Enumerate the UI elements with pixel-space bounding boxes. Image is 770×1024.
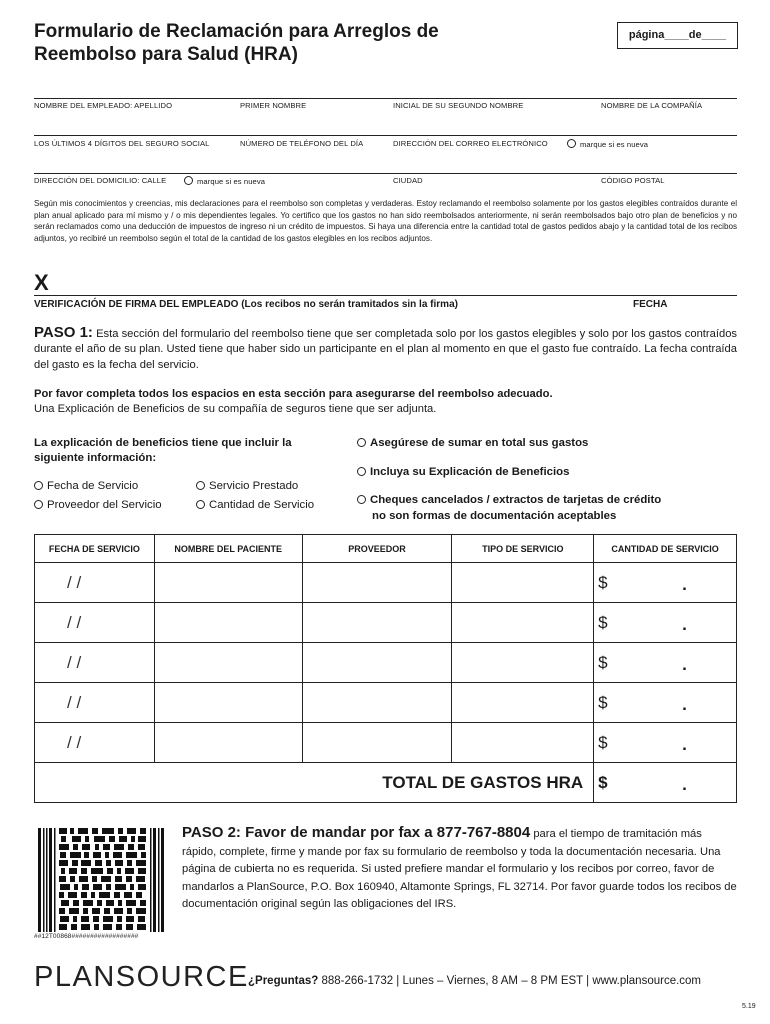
field-zip-label: CÓDIGO POSTAL — [601, 176, 665, 185]
patient-cell[interactable] — [154, 643, 302, 683]
reminder-sum[interactable] — [357, 436, 588, 451]
total-amount-cell[interactable] — [594, 763, 737, 803]
patient-cell[interactable] — [154, 603, 302, 643]
step2-section — [182, 824, 737, 914]
field-street-label: DIRECCIÓN DEL DOMICILIO: CALLE — [34, 176, 167, 185]
contact-info: 888-266-1732 | Lunes – Viernes, 8 AM – 8 PM EST | www.plansource.com — [321, 975, 702, 987]
form-title — [34, 20, 504, 66]
eob-item-date-label: Fecha de Servicio — [47, 480, 139, 492]
field-middle-initial-label: INICIAL DE SU SEGUNDO NOMBRE — [393, 101, 524, 110]
signature-line[interactable] — [34, 295, 737, 296]
total-row — [35, 763, 737, 803]
radio-circle-icon[interactable] — [34, 500, 43, 509]
radio-circle-icon[interactable] — [196, 481, 205, 490]
field-ssn-label: LOS ÚLTIMOS 4 DÍGITOS DEL SEGURO SOCIAL — [34, 139, 210, 148]
plansource-logo: PLANSOURCE — [34, 961, 249, 993]
table-row — [35, 603, 737, 643]
eob-item-date[interactable] — [34, 479, 138, 494]
date-cell[interactable]: / / — [35, 643, 155, 683]
barcode-image — [34, 826, 166, 934]
radio-circle-icon[interactable] — [357, 438, 366, 447]
service-type-cell[interactable] — [452, 603, 594, 643]
total-label: TOTAL DE GASTOS HRA — [35, 763, 594, 803]
step2-text: para el tiempo de tramitación más rápido, complete, firme y mande por fax su formulario de reembolso y toda la documentación necesaria. Una página de cubierta no es requerida. Si usted prefiere mandar el formulario y los recibos por correo, favor de mandarlos a PlanSource, P.O. Box 160940, Altamonte Springs, FL 32714. Por favor guarde todos los recibos de documentación original según las obligaciones del IRS. — [182, 828, 737, 910]
reminder-eob[interactable] — [357, 465, 569, 480]
table-row — [35, 563, 737, 603]
col-header-patient: NOMBRE DEL PACIENTE — [154, 535, 302, 563]
address-new-checkbox[interactable] — [184, 176, 265, 186]
eob-item-service[interactable] — [196, 479, 298, 494]
step1-text: Esta sección del formulario del reembolso tiene que ser completada solo por los gastos elegibles y solo por los gastos contraídos durante el año de su plan. Usted tiene que haber sido un participante en el plan al momento en que el gasto fue contraído. La fecha contraída del gasto es la fecha del servicio. — [34, 328, 738, 371]
field-company-label: NOMBRE DE LA COMPAÑÍA — [601, 101, 703, 110]
field-first-name-label: PRIMER NOMBRE — [240, 101, 307, 110]
dollar-sign: $ — [598, 572, 608, 592]
table-row — [35, 683, 737, 723]
patient-cell[interactable] — [154, 723, 302, 763]
date-cell[interactable]: / / — [35, 723, 155, 763]
step1-note-text: Una Explicación de Beneficios de su compañía de seguros tiene que ser adjunta. — [34, 403, 437, 416]
table-header-row — [35, 535, 737, 563]
declaration-text: Según mis conocimientos y creencias, mis declaraciones para el reembolso son completas y verdaderas. Estoy reclamando el reembolso solamente por los gastos elegibles contraídos durante el plan anual aplicado para mí mismo y / o mis dependientes legales. Yo certifico que los gastos no han sido reembolsados anteriormente, ni serán reembolsados bajo otro plan de beneficios y no serán reclamados como una deducción de impuestos de ingreso ni un crédito de impuestos. Si haya una diferencia entre la cantidad total de gastos pedidos abajo y la cantidad total de los recibos adjuntos, yo recibiré un reembolso según el total de la cantidad de los gastos elegibles en los recibos adjuntos. — [34, 199, 737, 243]
radio-circle-icon[interactable] — [357, 467, 366, 476]
field-line-2[interactable] — [34, 135, 737, 136]
dollar-sign: $ — [598, 772, 608, 792]
dollar-sign: $ — [598, 692, 608, 712]
date-cell[interactable]: / / — [35, 603, 155, 643]
dollar-sign: $ — [598, 612, 608, 632]
date-cell[interactable]: / / — [35, 683, 155, 723]
questions-label: ¿Preguntas? — [248, 975, 319, 987]
provider-cell[interactable] — [302, 723, 452, 763]
expense-table — [34, 534, 737, 803]
signature-x-mark: X — [34, 270, 49, 295]
step1-section — [34, 325, 737, 373]
field-line-3[interactable] — [34, 173, 737, 174]
email-new-checkbox[interactable] — [567, 139, 648, 149]
decimal-point: . — [682, 735, 687, 754]
reminder-checks[interactable] — [357, 493, 661, 508]
table-row — [35, 643, 737, 683]
dollar-sign: $ — [598, 652, 608, 672]
col-header-date: FECHA DE SERVICIO — [35, 535, 155, 563]
amount-cell[interactable] — [594, 723, 737, 763]
provider-cell[interactable] — [302, 603, 452, 643]
step2-heading: PASO 2: Favor de mandar por fax a 877-767-8804 — [182, 824, 531, 841]
amount-cell[interactable] — [594, 643, 737, 683]
radio-circle-icon[interactable] — [357, 495, 366, 504]
eob-item-amount-label: Cantidad de Servicio — [209, 499, 315, 511]
decimal-point: . — [682, 615, 687, 634]
reminder-checks-line2: no son formas de documentación aceptables — [372, 510, 617, 522]
field-email-label: DIRECCIÓN DEL CORREO ELECTRÓNICO — [393, 139, 548, 148]
patient-cell[interactable] — [154, 683, 302, 723]
field-line-1[interactable] — [34, 98, 737, 99]
barcode-text: ##12T00868################## — [34, 933, 139, 940]
amount-cell[interactable] — [594, 683, 737, 723]
service-type-cell[interactable] — [452, 563, 594, 603]
title-line-2: Reembolso para Salud (HRA) — [34, 44, 298, 65]
patient-cell[interactable] — [154, 563, 302, 603]
table-row — [35, 723, 737, 763]
eob-item-service-label: Servicio Prestado — [209, 480, 299, 492]
service-type-cell[interactable] — [452, 723, 594, 763]
decimal-point: . — [682, 655, 687, 674]
date-cell[interactable]: / / — [35, 563, 155, 603]
eob-item-provider[interactable] — [34, 498, 162, 513]
eob-heading: La explicación de beneficios tiene que incluir la siguiente información: — [34, 437, 292, 464]
col-header-provider: PROVEEDOR — [302, 535, 452, 563]
radio-circle-icon[interactable] — [34, 481, 43, 490]
provider-cell[interactable] — [302, 563, 452, 603]
title-line-1: Formulario de Reclamación para Arreglos de — [34, 21, 439, 42]
field-last-name-label: NOMBRE DEL EMPLEADO: APELLIDO — [34, 101, 173, 110]
step1-note-bold: Por favor completa todos los espacios en esta sección para asegurarse del reembolso adecuado. — [34, 388, 553, 400]
decimal-point: . — [682, 575, 687, 594]
col-header-service-type: TIPO DE SERVICIO — [452, 535, 594, 563]
provider-cell[interactable] — [302, 683, 452, 723]
radio-circle-icon[interactable] — [567, 139, 576, 148]
page-number-box[interactable]: página____de____ — [617, 22, 738, 49]
step1-heading: PASO 1: — [34, 324, 93, 341]
step1-note — [34, 387, 553, 418]
reminder-checks-label: Cheques cancelados / extractos de tarjetas de crédito — [370, 494, 662, 506]
col-header-amount: CANTIDAD DE SERVICIO — [594, 535, 737, 563]
contact-line — [248, 975, 701, 987]
address-new-label: marque si es nueva — [197, 177, 266, 186]
eob-item-amount[interactable] — [196, 498, 314, 513]
decimal-point: . — [682, 775, 687, 794]
email-new-label: marque si es nueva — [580, 140, 649, 149]
field-city-label: CIUDAD — [393, 176, 423, 185]
radio-circle-icon[interactable] — [196, 500, 205, 509]
service-type-cell[interactable] — [452, 683, 594, 723]
signature-label: VERIFICACIÓN DE FIRMA DEL EMPLEADO (Los recibos no serán tramitados sin la firma) — [34, 299, 458, 310]
dollar-sign: $ — [598, 732, 608, 752]
version-label: 5.19 — [742, 1003, 756, 1010]
amount-cell[interactable] — [594, 603, 737, 643]
field-phone-label: NÚMERO DE TELÉFONO DEL DÍA — [240, 139, 364, 148]
service-type-cell[interactable] — [452, 643, 594, 683]
decimal-point: . — [682, 695, 687, 714]
reminder-sum-label: Asegúrese de sumar en total sus gastos — [370, 437, 589, 449]
amount-cell[interactable] — [594, 563, 737, 603]
provider-cell[interactable] — [302, 643, 452, 683]
signature-date-label: FECHA — [633, 299, 668, 310]
eob-item-provider-label: Proveedor del Servicio — [47, 499, 162, 511]
radio-circle-icon[interactable] — [184, 176, 193, 185]
reminder-eob-label: Incluya su Explicación de Beneficios — [370, 466, 570, 478]
